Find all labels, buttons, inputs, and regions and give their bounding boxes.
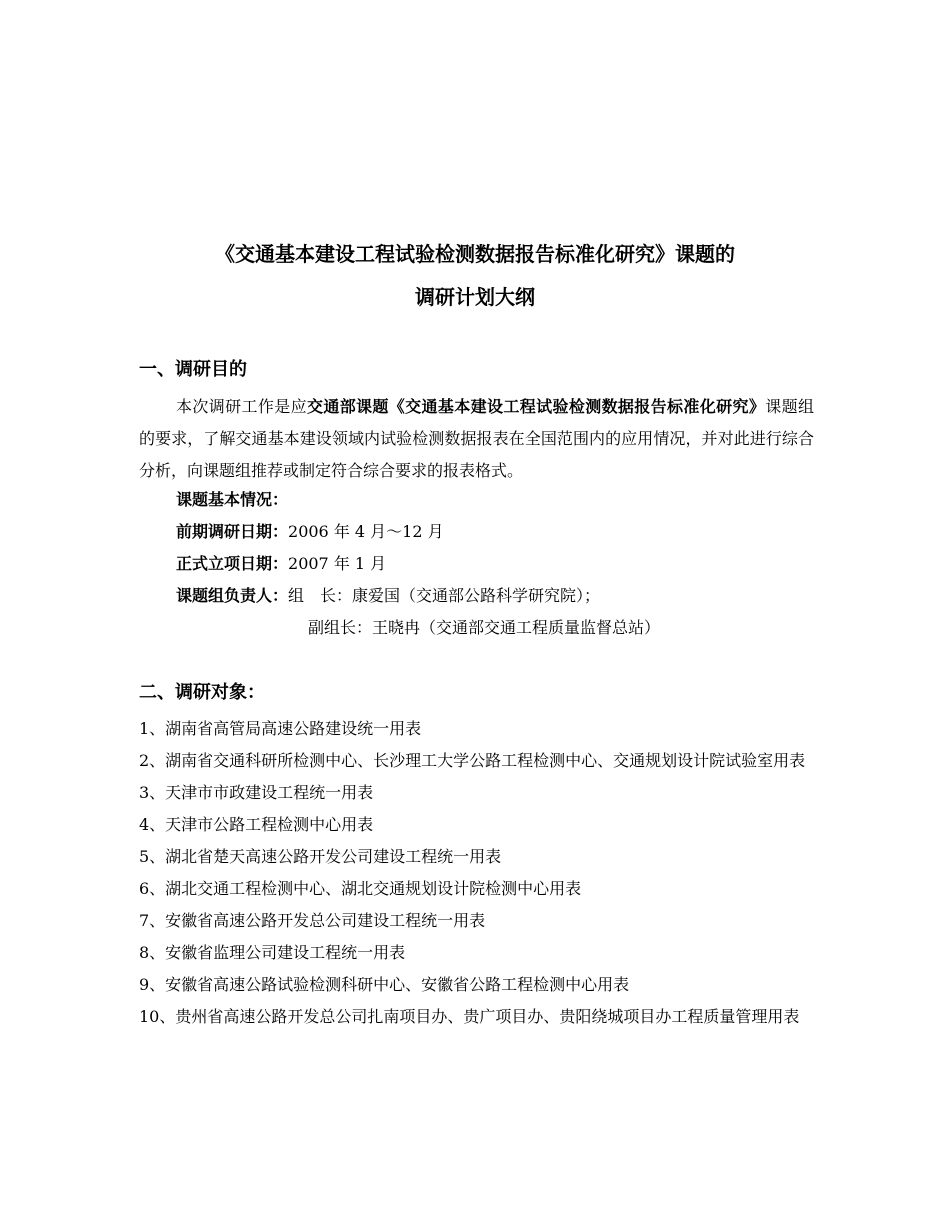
purpose-text-prefix: 本次调研工作是应 [176,397,307,416]
list-item: 1、湖南省高管局高速公路建设统一用表 [139,719,422,738]
project-leader-value: 组 长：康爱国（交通部公路科学研究院）； [288,586,601,605]
list-item: 7、安徽省高速公路开发总公司建设工程统一用表 [139,911,486,930]
deputy-leader-value: 副组长：王晓冉（交通部交通工程质量监督总站） [308,618,661,637]
list-item: 3、天津市市政建设工程统一用表 [139,783,374,802]
preliminary-survey-row [176,516,444,548]
project-basic-info-label: 课题基本情况： [176,490,289,509]
project-basic-info-label-row [176,484,288,516]
formal-approval-value: 2007 年 1 月 [288,554,387,573]
preliminary-survey-label: 前期调研日期： [176,522,289,541]
deputy-leader-row [308,612,660,644]
project-leader-row [176,580,600,612]
section-heading-targets: 二、调研对象： [139,682,265,703]
purpose-paragraph [139,391,814,487]
list-item: 8、安徽省监理公司建设工程统一用表 [139,943,406,962]
document-title: 《交通基本建设工程试验检测数据报告标准化研究》课题的 [215,242,735,266]
list-item: 4、天津市公路工程检测中心用表 [139,815,374,834]
document-subtitle: 调研计划大纲 [415,285,535,309]
list-item: 2、湖南省交通科研所检测中心、长沙理工大学公路工程检测中心、交通规划设计院试验室用表 [139,751,806,770]
list-item: 9、安徽省高速公路试验检测科研中心、安徽省公路工程检测中心用表 [139,975,630,994]
section-heading-purpose: 一、调研目的 [139,359,247,380]
purpose-text-project: 交通部课题《交通基本建设工程试验检测数据报告标准化研究》 [306,397,766,416]
formal-approval-label: 正式立项日期： [176,554,289,573]
project-leader-label: 课题组负责人： [176,586,289,605]
survey-target-list [139,713,819,1033]
preliminary-survey-value: 2006 年 4 月～12 月 [288,522,444,541]
list-item: 6、湖北交通工程检测中心、湖北交通规划设计院检测中心用表 [139,879,582,898]
list-item: 5、湖北省楚天高速公路开发公司建设工程统一用表 [139,847,502,866]
list-item: 10、贵州省高速公路开发总公司扎南项目办、贵广项目办、贵阳绕城项目办工程质量管理用表 [139,1007,800,1026]
purpose-text-suffix: 课题组的要求，了解交通基本建设领域内试验检测数据报表在全国范围内的应用情况，并对此进行综合分析，向课题组推荐或制定符合综合要求的报表格式。 [139,397,814,480]
formal-approval-row [176,548,386,580]
